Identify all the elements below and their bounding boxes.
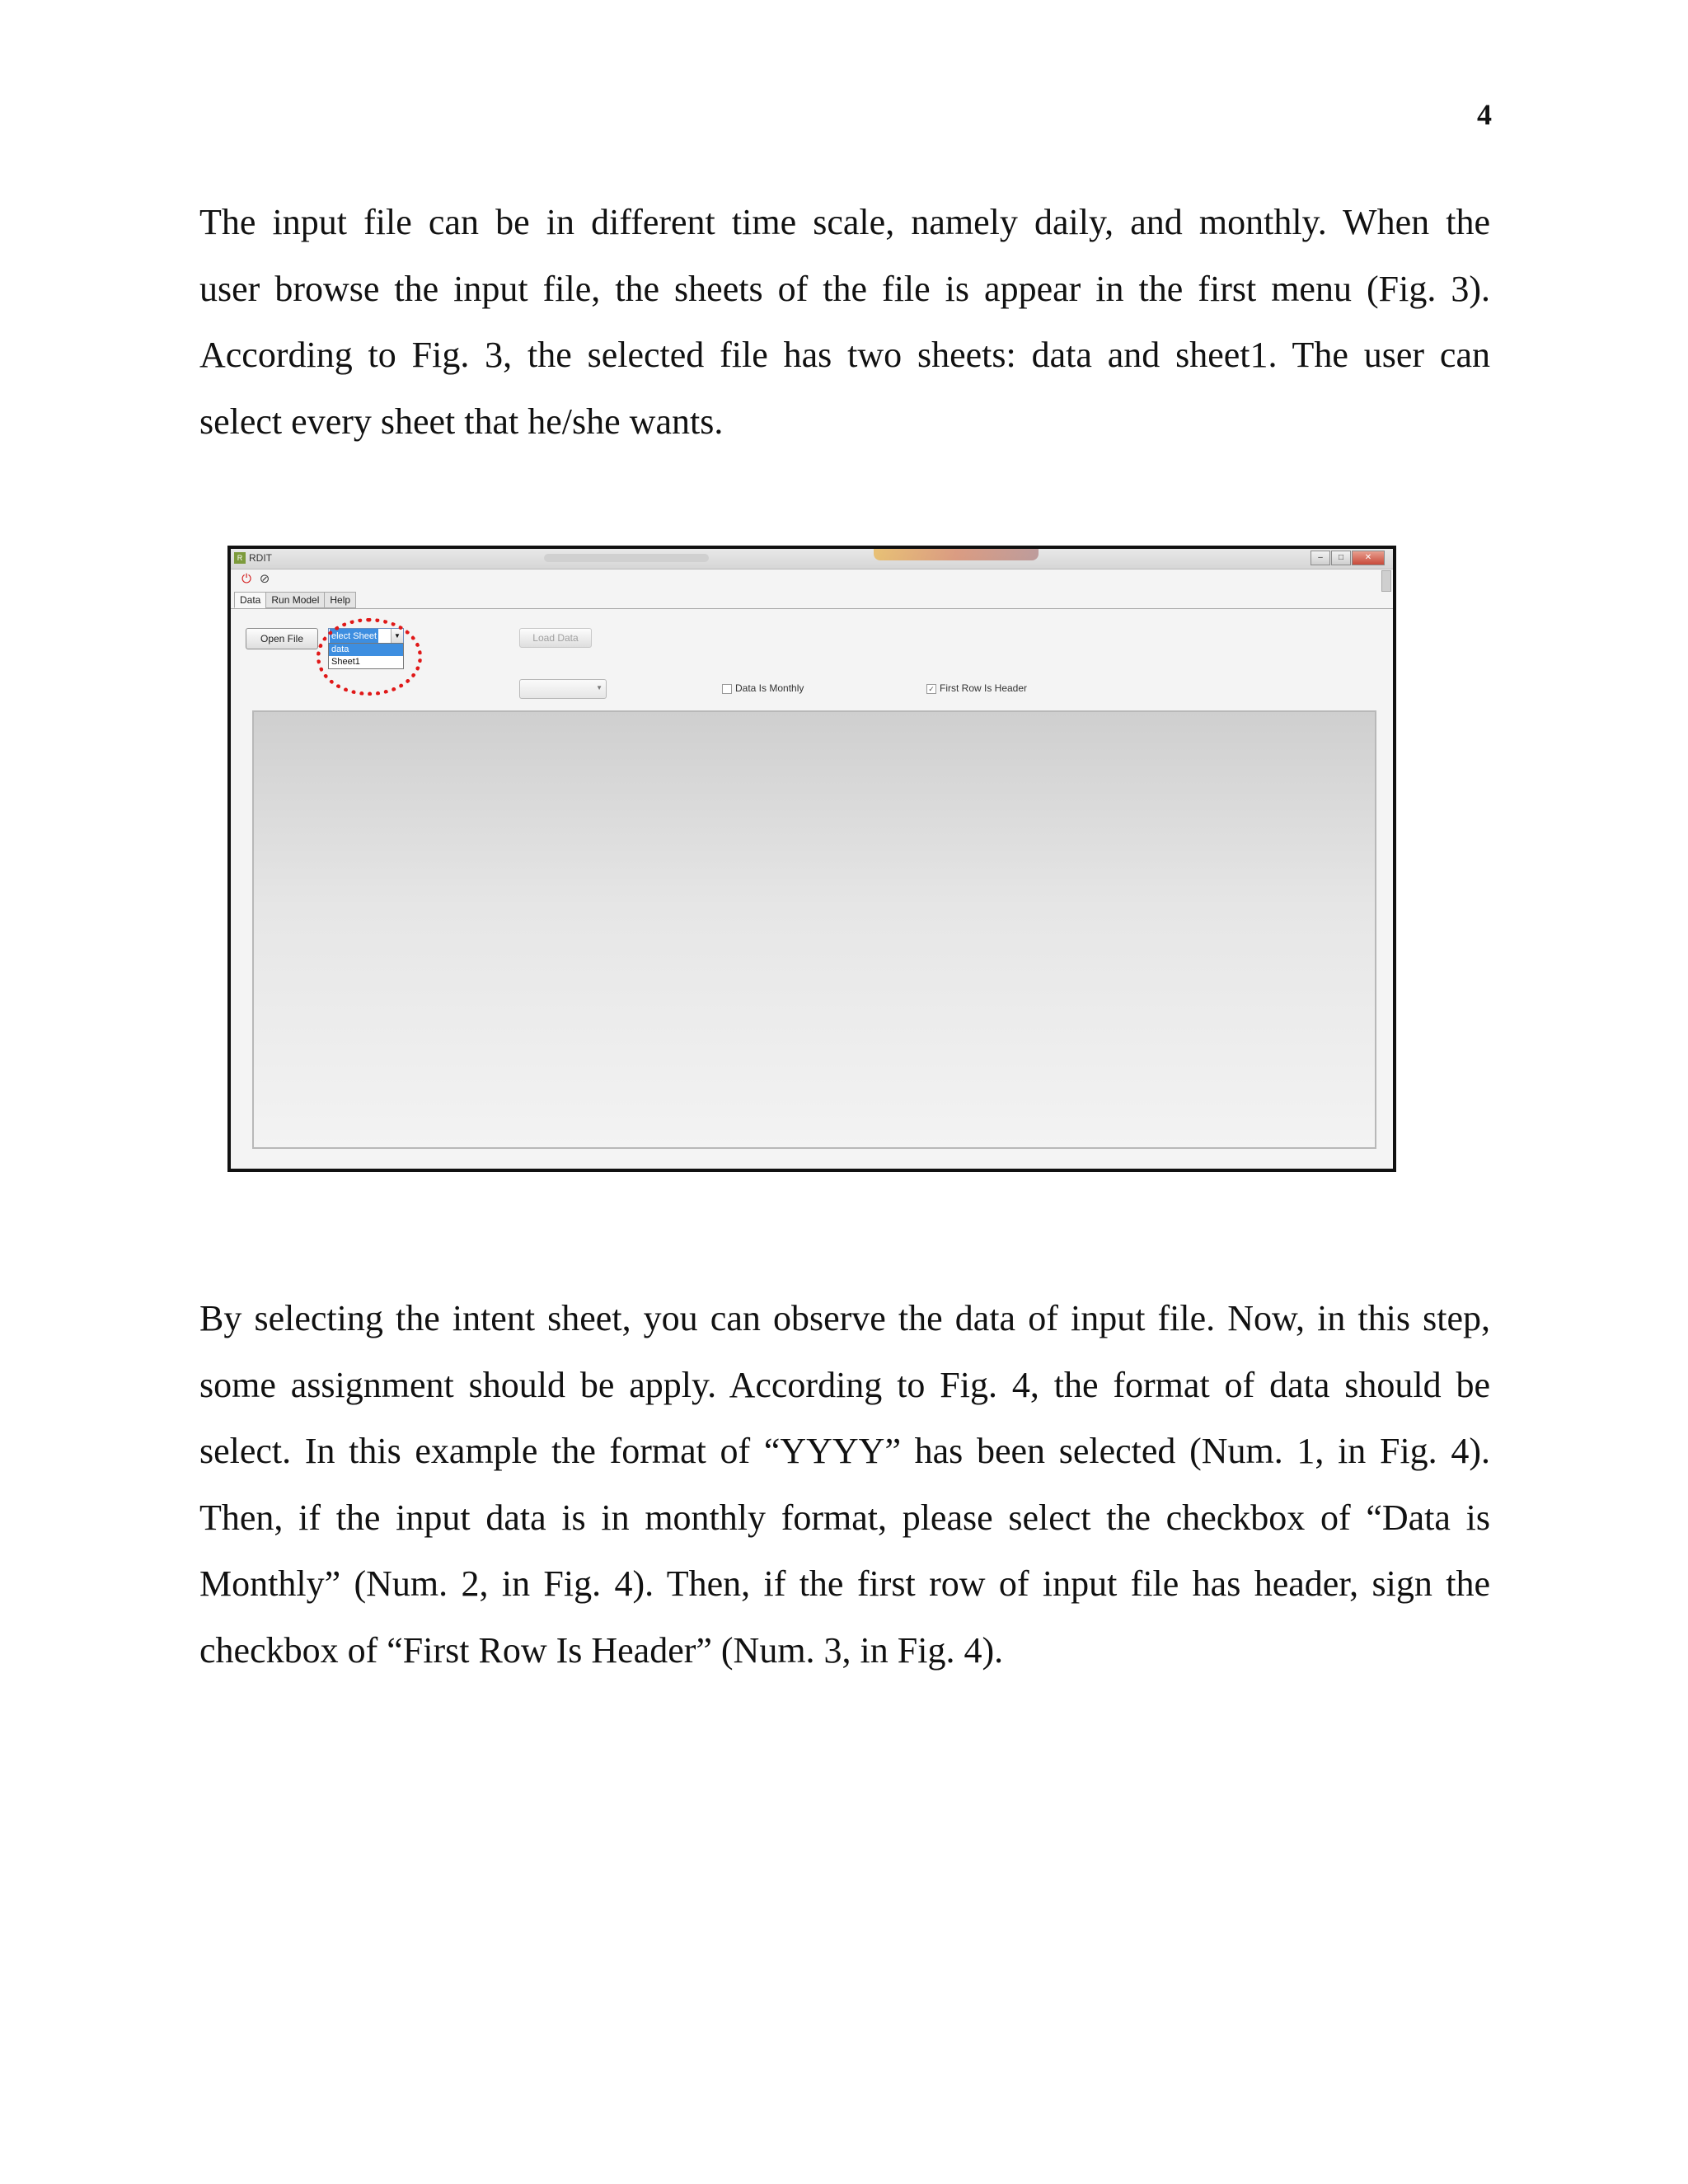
tab-bar xyxy=(234,592,355,608)
blurred-title-region xyxy=(874,549,1039,560)
paragraph-line: The input file can be in different time scale, namely daily, and monthly. When the xyxy=(199,202,1490,242)
data-is-monthly-label: Data Is Monthly xyxy=(735,682,804,694)
paragraph-instructions xyxy=(199,1286,1490,1684)
paragraph-line: By selecting the intent sheet, you can observe the data of input file. Now, in this step, xyxy=(199,1298,1490,1338)
paragraph-line: Monthly” (Num. 2, in Fig. 4). Then, if the first row of input file has header, sign the xyxy=(199,1563,1490,1604)
paragraph-line: Then, if the input data is in monthly format, please select the checkbox of “Data is xyxy=(199,1497,1490,1538)
select-sheet-value: elect Sheet xyxy=(330,629,378,644)
blurred-title-region xyxy=(544,554,709,562)
paragraph-line: select. In this example the format of “YYYY” has been selected (Num. 1, in Fig. 4). xyxy=(199,1431,1490,1471)
tab-run-model[interactable]: Run Model xyxy=(265,592,325,608)
chevron-down-icon[interactable]: ▼ xyxy=(391,629,403,644)
paragraph-intro xyxy=(199,190,1490,455)
paragraph-line: checkbox of “First Row Is Header” (Num. 3, in Fig. 4). xyxy=(199,1629,1004,1671)
sheet-option-data[interactable]: data xyxy=(329,644,403,656)
checkbox-unchecked-icon[interactable] xyxy=(722,684,732,694)
window-titlebar xyxy=(231,549,1393,569)
toolbar xyxy=(239,572,272,587)
tab-content-divider xyxy=(231,608,1393,609)
scrollbar-thumb[interactable] xyxy=(1381,570,1391,592)
sheet-option-sheet1[interactable]: Sheet1 xyxy=(331,657,360,667)
paragraph-line: According to Fig. 3, the selected file has two sheets: data and sheet1. The user can xyxy=(199,335,1490,375)
close-icon[interactable]: ✕ xyxy=(1352,551,1385,565)
data-grid-panel[interactable] xyxy=(252,710,1376,1149)
first-row-header-label: First Row Is Header xyxy=(940,682,1028,694)
tab-data[interactable]: Data xyxy=(234,592,266,608)
help-circle-icon[interactable]: ⊘ xyxy=(259,572,270,586)
highlight-circle-annotation xyxy=(316,618,422,696)
chevron-down-icon: ▼ xyxy=(596,684,603,691)
tab-help[interactable]: Help xyxy=(324,592,356,608)
paragraph-line: select every sheet that he/she wants. xyxy=(199,401,724,442)
app-icon: R xyxy=(234,552,246,564)
paragraph-line: some assignment should be apply. According to Fig. 4, the format of data should be xyxy=(199,1364,1490,1405)
paragraph-line: user browse the input file, the sheets of the file is appear in the first menu (Fig. 3). xyxy=(199,268,1490,309)
power-icon[interactable]: ⏻ xyxy=(241,572,251,586)
data-is-monthly-checkbox[interactable] xyxy=(722,682,804,694)
date-format-combo[interactable] xyxy=(519,679,607,699)
window-controls xyxy=(1310,551,1385,565)
figure-app-screenshot xyxy=(227,546,1396,1172)
page-number: 4 xyxy=(1477,98,1492,131)
window-title: RDIT xyxy=(249,552,272,564)
open-file-button[interactable]: Open File xyxy=(246,628,318,649)
checkbox-checked-icon[interactable]: ✓ xyxy=(926,684,936,694)
first-row-header-checkbox[interactable] xyxy=(926,682,1027,694)
load-data-button[interactable]: Load Data xyxy=(519,628,592,648)
maximize-icon[interactable]: □ xyxy=(1331,551,1351,565)
minimize-icon[interactable]: – xyxy=(1311,551,1330,565)
